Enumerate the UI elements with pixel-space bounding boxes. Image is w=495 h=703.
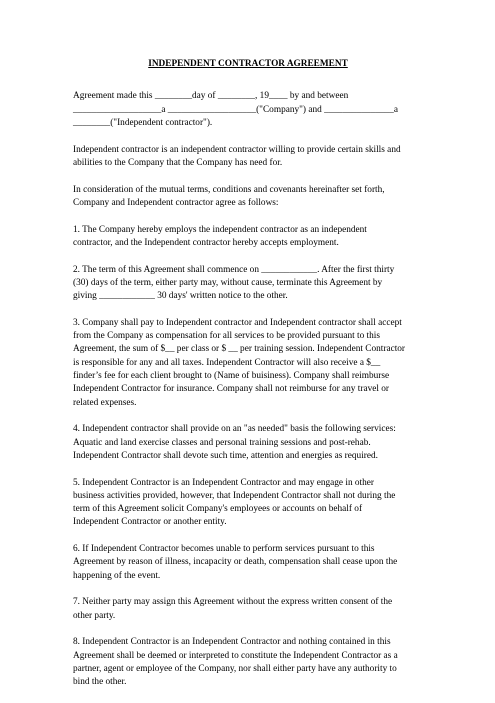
clause-5-other-activities: 5. Independent Contractor is an Independent Contractor and may engage in other business activities provided, however, that Independent Contractor shall not during the term of this Agreement solicit Company's employees or accounts on behalf of Independent Contractor or another entity. — [73, 477, 396, 528]
clause-7-assignment: 7. Neither party may assign this Agreement without the express written consent of the other party. — [73, 597, 393, 621]
paragraph-recital: Independent contractor is an independent contractor willing to provide certain skills and abilities to the Company that the Company has need for. — [73, 144, 401, 168]
clause-6-incapacity: 6. If Independent Contractor becomes unable to perform services pursuant to this Agreement by reason of illness, incapacity or death, compensation shall cease upon the happening of the event. — [73, 544, 398, 581]
document-title: INDEPENDENT CONTRACTOR AGREEMENT — [148, 59, 348, 69]
document-body — [73, 58, 423, 703]
clause-4-services: 4. Independent contractor shall provide on an "as needed" basis the following services: Aquatic and land exercise classes and personal training sessions and post-rehab. Independent Contractor shall devote such time, attention and energies as required. — [73, 424, 396, 461]
clause-1-employment: 1. The Company hereby employs the independent contractor as an independent contractor, and the Independent contractor hereby accepts employment. — [73, 224, 367, 248]
paragraph-consideration: In consideration of the mutual terms, conditions and covenants hereinafter set forth, Company and Independent contractor agree as follows: — [73, 184, 385, 208]
paragraph-parties: Agreement made this ________day of ________, 19____ by and between ___________________a ___________________("Company") and _______________a ________("Independent contractor"). — [73, 91, 398, 128]
clause-3-compensation: 3. Company shall pay to Independent contractor and Independent contractor shall accept from the Company as compensation for all services to be provided pursuant to this Agreement, the sum of $__ per class or $ __ per training session. Independent Contractor is responsible for any and all taxes. Independent Contractor will also receive a $__ finder’s fee for each client brought to (Name of buisiness). Company shall reimburse Independent Contractor for insurance. Company shall not reimburse for any travel or related expenses. — [73, 317, 406, 408]
clause-8-relationship: 8. Independent Contractor is an Independent Contractor and nothing contained in this Agreement shall be deemed or interpreted to constitute the Independent Contractor as a partner, agent or employee of the Company, nor shall either party have any authority to bind the other. — [73, 637, 398, 688]
clause-2-term: 2. The term of this Agreement shall commence on ____________. After the first thirty (30) days of the term, either party may, without cause, terminate this Agreement by giving ____________ 30 days' written notice to the other. — [73, 264, 395, 302]
